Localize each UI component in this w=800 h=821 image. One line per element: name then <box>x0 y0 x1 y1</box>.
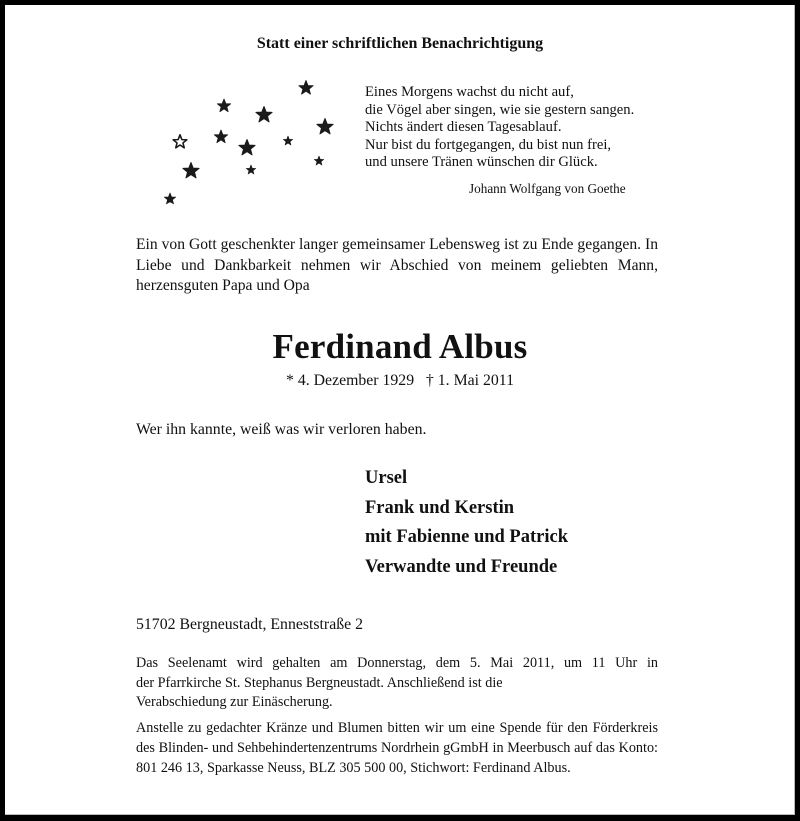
mourner: Verwandte und Freunde <box>365 556 558 577</box>
life-dates: * 4. Dezember 1929 † 1. Mai 2011 <box>286 372 514 389</box>
stars-icon <box>130 73 350 213</box>
donation-notice: Anstelle zu gedachter Kränze und Blumen bitten wir um eine Spende für den Förderkreis des Blinden- und Sehbehindertenzentrums Nordrhein gGmbH in Meerbusch auf das Konto: 801 246 13, Sparkasse Neuss, BLZ 305 500 00, Stichwort: Ferdinand Albus. <box>136 720 658 776</box>
memorial-quote: Wer ihn kannte, weiß was wir verloren haben. <box>136 421 427 438</box>
star-1 <box>299 81 313 95</box>
service-line: Das Seelenamt wird gehalten am Donnerstag, dem 5. Mai 2011, um 11 Uhr in <box>136 655 658 671</box>
star-7 <box>283 136 293 145</box>
mourners-list <box>365 464 568 582</box>
mourner: Ursel <box>365 468 408 488</box>
service-notice <box>136 654 658 713</box>
service-line: Verabschiedung zur Einäscherung. <box>136 694 333 710</box>
intro-text: Ein von Gott geschenkter langer gemeinsamer Lebensweg ist zu Ende gegangen. In Liebe und Dankbarkeit nehmen wir Abschied von meinem geliebten Mann, herzensguten Papa und Opa <box>136 236 658 294</box>
star-5 <box>214 130 227 143</box>
poem-line: Eines Morgens wachst du nicht auf, <box>365 84 574 100</box>
poem-line: Nichts ändert diesen Tagesablauf. <box>365 119 562 136</box>
star-4 <box>317 119 333 134</box>
deceased-name: Ferdinand Albus <box>272 327 528 366</box>
star-2 <box>217 99 230 112</box>
star-12 <box>173 135 187 148</box>
star-3 <box>256 107 272 122</box>
star-6 <box>239 140 255 155</box>
poem-line: und unsere Tränen wünschen dir Glück. <box>365 154 598 171</box>
mourner: Frank und Kerstin <box>365 497 515 518</box>
star-10 <box>246 165 256 174</box>
obituary-page <box>5 5 795 815</box>
headline: Statt einer schriftlichen Benachrichtigung <box>256 35 544 52</box>
poem-author: Johann Wolfgang von Goethe <box>469 181 626 196</box>
star-9 <box>183 163 199 178</box>
address: 51702 Bergneustadt, Enneststraße 2 <box>136 616 363 633</box>
mourner: mit Fabienne und Patrick <box>365 527 568 547</box>
poem-line: Nur bist du fortgegangen, du bist nun frei, <box>365 136 612 153</box>
star-11 <box>164 193 175 204</box>
service-line: der Pfarrkirche St. Stephanus Bergneustadt. Anschließend ist die <box>136 674 503 691</box>
poem-line: die Vögel aber singen, wie sie gestern sangen. <box>365 101 635 118</box>
star-8 <box>314 156 324 165</box>
poem <box>365 84 634 172</box>
